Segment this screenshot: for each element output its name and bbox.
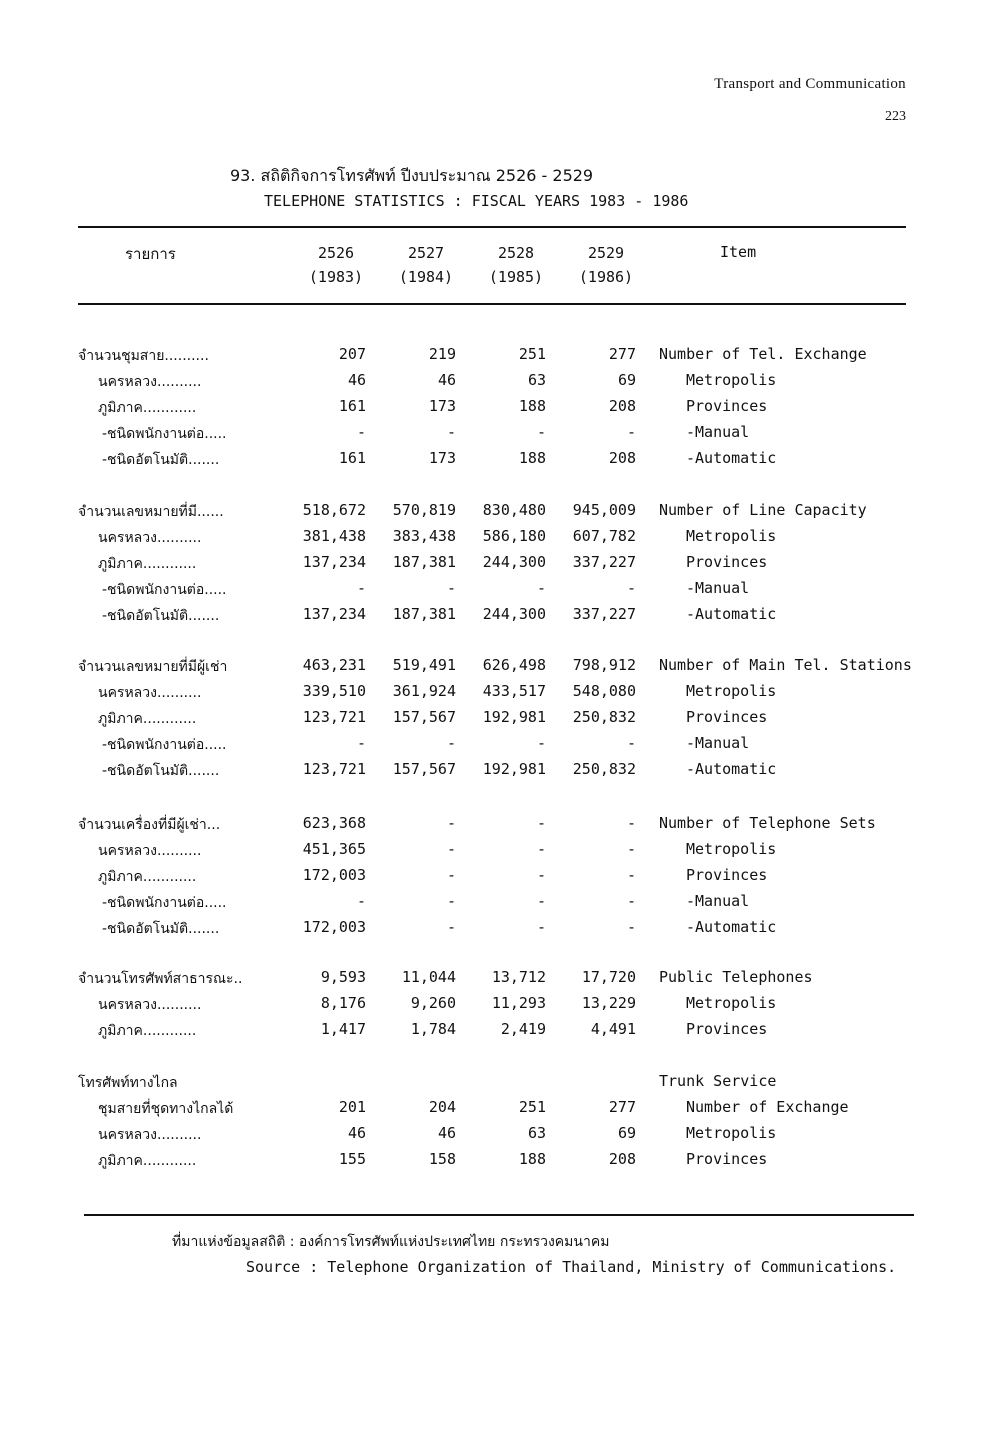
row-label-thai: จำนวนเครื่องที่มีผู้เช่า... — [78, 817, 221, 833]
header-item: Item — [720, 243, 757, 261]
cell-value-2: 9,260 — [410, 994, 456, 1012]
table-row — [0, 994, 990, 1020]
cell-value-3: 586,180 — [482, 527, 546, 545]
row-label-thai: -ชนิดพนักงานต่อ..... — [102, 426, 227, 442]
source-thai: ที่มาแห่งข้อมูลสถิติ : องค์การโทรศัพท์แห่งประเทศไทย กระทรวงคมนาคม — [172, 1234, 610, 1250]
cell-value-3: - — [536, 840, 546, 858]
row-label-thai: -ชนิดพนักงานต่อ..... — [102, 895, 227, 911]
row-label-english: Number of Line Capacity — [659, 501, 867, 519]
row-label-thai: จำนวนชุมสาย.......... — [78, 348, 209, 364]
cell-value-3: - — [536, 866, 546, 884]
row-label-english: Metropolis — [686, 994, 777, 1012]
cell-value-2: 219 — [428, 345, 456, 363]
cell-value-3: 188 — [518, 1150, 546, 1168]
cell-value-2: 158 — [428, 1150, 456, 1168]
row-label-english: -Manual — [686, 734, 750, 752]
cell-value-1: 137,234 — [302, 553, 366, 571]
header-year-4 — [566, 241, 646, 289]
row-label-thai: -ชนิดอัตโนมัติ....... — [102, 452, 220, 468]
cell-value-1: - — [356, 423, 366, 441]
cell-value-1: 123,721 — [302, 708, 366, 726]
table-row — [0, 345, 990, 371]
cell-value-2: 11,044 — [401, 968, 456, 986]
cell-value-1: 155 — [338, 1150, 366, 1168]
cell-value-4: 17,720 — [581, 968, 636, 986]
cell-value-2: - — [446, 579, 456, 597]
cell-value-2: 570,819 — [392, 501, 456, 519]
cell-value-1: 172,003 — [302, 918, 366, 936]
cell-value-2: 46 — [437, 371, 456, 389]
cell-value-1: 8,176 — [320, 994, 366, 1012]
row-label-thai: จำนวนเลขหมายที่มีผู้เช่า — [78, 659, 228, 675]
table-row — [0, 605, 990, 631]
cell-value-4: - — [626, 734, 636, 752]
row-label-english: Metropolis — [686, 371, 777, 389]
header-year-ce: (1983) — [308, 268, 364, 286]
row-label-thai: -ชนิดอัตโนมัติ....... — [102, 921, 220, 937]
table-row — [0, 708, 990, 734]
row-label-thai: นครหลวง.......... — [98, 843, 202, 859]
row-label-english: Provinces — [686, 1020, 768, 1038]
cell-value-2: 204 — [428, 1098, 456, 1116]
row-label-english: Provinces — [686, 397, 768, 415]
table-row — [0, 840, 990, 866]
cell-value-4: - — [626, 840, 636, 858]
cell-value-2: - — [446, 918, 456, 936]
cell-value-4: - — [626, 866, 636, 884]
cell-value-2: 173 — [428, 449, 456, 467]
table-row — [0, 397, 990, 423]
cell-value-4: 798,912 — [572, 656, 636, 674]
cell-value-4: - — [626, 892, 636, 910]
row-label-thai: นครหลวง.......... — [98, 1127, 202, 1143]
top-rule — [78, 226, 906, 228]
cell-value-1: 161 — [338, 449, 366, 467]
cell-value-3: 626,498 — [482, 656, 546, 674]
cell-value-4: 945,009 — [572, 501, 636, 519]
cell-value-3: - — [536, 814, 546, 832]
cell-value-1: 207 — [338, 345, 366, 363]
cell-value-2: - — [446, 814, 456, 832]
table-row — [0, 1150, 990, 1176]
cell-value-1: 623,368 — [302, 814, 366, 832]
row-label-english: Number of Telephone Sets — [659, 814, 876, 832]
cell-value-1: 123,721 — [302, 760, 366, 778]
cell-value-1: 463,231 — [302, 656, 366, 674]
cell-value-1: - — [356, 892, 366, 910]
row-label-thai: ชุมสายที่ชุดทางไกลได้ — [98, 1101, 234, 1117]
table-row — [0, 760, 990, 786]
cell-value-3: 11,293 — [491, 994, 546, 1012]
header-year-be: 2528 — [497, 244, 535, 262]
cell-value-4: 277 — [608, 1098, 636, 1116]
table-row — [0, 423, 990, 449]
table-row — [0, 1072, 990, 1098]
cell-value-3: - — [536, 423, 546, 441]
cell-value-4: 250,832 — [572, 708, 636, 726]
row-label-english: Number of Main Tel. Stations — [659, 656, 912, 674]
row-label-thai: นครหลวง.......... — [98, 997, 202, 1013]
row-label-thai: -ชนิดอัตโนมัติ....... — [102, 608, 220, 624]
row-label-english: Metropolis — [686, 527, 777, 545]
row-label-english: -Manual — [686, 579, 750, 597]
cell-value-4: 607,782 — [572, 527, 636, 545]
row-label-english: -Automatic — [686, 449, 777, 467]
table-row — [0, 814, 990, 840]
table-row — [0, 449, 990, 475]
row-label-thai: -ชนิดพนักงานต่อ..... — [102, 582, 227, 598]
cell-value-3: 251 — [518, 1098, 546, 1116]
header-year-1 — [296, 241, 376, 289]
header-year-2 — [386, 241, 466, 289]
row-label-thai: นครหลวง.......... — [98, 685, 202, 701]
cell-value-4: 277 — [608, 345, 636, 363]
cell-value-3: - — [536, 579, 546, 597]
row-label-english: Provinces — [686, 553, 768, 571]
table-row — [0, 968, 990, 994]
cell-value-3: - — [536, 892, 546, 910]
cell-value-2: 187,381 — [392, 553, 456, 571]
cell-value-3: 63 — [527, 1124, 546, 1142]
cell-value-4: - — [626, 579, 636, 597]
cell-value-4: 4,491 — [590, 1020, 636, 1038]
cell-value-4: 208 — [608, 1150, 636, 1168]
table-row — [0, 501, 990, 527]
cell-value-4: 548,080 — [572, 682, 636, 700]
cell-value-4: 13,229 — [581, 994, 636, 1012]
cell-value-3: - — [536, 918, 546, 936]
row-label-thai: ภูมิภาค............ — [98, 869, 197, 885]
row-label-thai: นครหลวง.......... — [98, 374, 202, 390]
cell-value-2: - — [446, 840, 456, 858]
bottom-rule — [84, 1214, 914, 1216]
cell-value-1: 518,672 — [302, 501, 366, 519]
table-title-thai — [230, 164, 593, 189]
row-label-english: Trunk Service — [659, 1072, 777, 1090]
row-label-english: -Automatic — [686, 605, 777, 623]
cell-value-1: 381,438 — [302, 527, 366, 545]
cell-value-1: - — [356, 734, 366, 752]
cell-value-1: 172,003 — [302, 866, 366, 884]
row-label-thai: -ชนิดอัตโนมัติ....... — [102, 763, 220, 779]
cell-value-2: 383,438 — [392, 527, 456, 545]
row-label-english: Number of Tel. Exchange — [659, 345, 867, 363]
cell-value-3: 433,517 — [482, 682, 546, 700]
cell-value-3: 251 — [518, 345, 546, 363]
row-label-thai: ภูมิภาค............ — [98, 556, 197, 572]
cell-value-3: 2,419 — [500, 1020, 546, 1038]
row-label-thai: ภูมิภาค............ — [98, 711, 197, 727]
cell-value-4: 69 — [617, 371, 636, 389]
cell-value-2: 173 — [428, 397, 456, 415]
cell-value-3: 830,480 — [482, 501, 546, 519]
row-label-english: -Automatic — [686, 760, 777, 778]
cell-value-1: 161 — [338, 397, 366, 415]
title-thai-text: สถิติกิจการโทรศัพท์ ปีงบประมาณ 2526 - 2529 — [260, 166, 594, 185]
row-label-thai: ภูมิภาค............ — [98, 400, 197, 416]
cell-value-2: 519,491 — [392, 656, 456, 674]
cell-value-3: 188 — [518, 449, 546, 467]
running-head: Transport and Communication — [714, 76, 906, 92]
header-rule — [78, 303, 906, 305]
table-title-english: TELEPHONE STATISTICS : FISCAL YEARS 1983 - 1986 — [264, 192, 689, 210]
table-row — [0, 892, 990, 918]
cell-value-3: - — [536, 734, 546, 752]
row-label-thai: ภูมิภาค............ — [98, 1023, 197, 1039]
table-row — [0, 1020, 990, 1046]
cell-value-3: 188 — [518, 397, 546, 415]
table-row — [0, 656, 990, 682]
page-number: 223 — [885, 109, 906, 124]
cell-value-2: - — [446, 423, 456, 441]
cell-value-3: 192,981 — [482, 760, 546, 778]
row-label-english: Number of Exchange — [686, 1098, 849, 1116]
header-year-3 — [476, 241, 556, 289]
row-label-english: Metropolis — [686, 1124, 777, 1142]
table-row — [0, 1124, 990, 1150]
row-label-english: Public Telephones — [659, 968, 813, 986]
cell-value-3: 192,981 — [482, 708, 546, 726]
cell-value-3: 244,300 — [482, 553, 546, 571]
cell-value-1: - — [356, 579, 366, 597]
header-year-be: 2526 — [317, 244, 355, 262]
cell-value-2: 361,924 — [392, 682, 456, 700]
cell-value-3: 244,300 — [482, 605, 546, 623]
cell-value-4: - — [626, 423, 636, 441]
header-year-ce: (1985) — [488, 268, 544, 286]
table-row — [0, 579, 990, 605]
cell-value-1: 1,417 — [320, 1020, 366, 1038]
cell-value-3: 63 — [527, 371, 546, 389]
cell-value-4: 208 — [608, 449, 636, 467]
cell-value-1: 451,365 — [302, 840, 366, 858]
cell-value-3: 13,712 — [491, 968, 546, 986]
cell-value-4: 69 — [617, 1124, 636, 1142]
cell-value-4: 337,227 — [572, 553, 636, 571]
table-row — [0, 866, 990, 892]
header-year-be: 2527 — [407, 244, 445, 262]
cell-value-2: 187,381 — [392, 605, 456, 623]
row-label-thai: โทรศัพท์ทางไกล — [78, 1075, 178, 1091]
header-thai-item: รายการ — [125, 245, 176, 263]
row-label-english: -Manual — [686, 423, 750, 441]
row-label-thai: จำนวนโทรศัพท์สาธารณะ.. — [78, 971, 243, 987]
table-row — [0, 734, 990, 760]
row-label-english: Metropolis — [686, 840, 777, 858]
row-label-thai: ภูมิภาค............ — [98, 1153, 197, 1169]
row-label-english: -Manual — [686, 892, 750, 910]
header-year-ce: (1984) — [398, 268, 454, 286]
table-number: 93. — [230, 166, 256, 185]
row-label-english: Provinces — [686, 866, 768, 884]
table-row — [0, 553, 990, 579]
cell-value-1: 46 — [347, 371, 366, 389]
row-label-thai: นครหลวง.......... — [98, 530, 202, 546]
table-row — [0, 1098, 990, 1124]
cell-value-2: 157,567 — [392, 760, 456, 778]
cell-value-1: 339,510 — [302, 682, 366, 700]
row-label-english: Provinces — [686, 708, 768, 726]
cell-value-4: - — [626, 814, 636, 832]
row-label-thai: จำนวนเลขหมายที่มี...... — [78, 504, 224, 520]
header-year-ce: (1986) — [578, 268, 634, 286]
cell-value-4: 337,227 — [572, 605, 636, 623]
table-row — [0, 682, 990, 708]
cell-value-2: - — [446, 734, 456, 752]
row-label-english: Metropolis — [686, 682, 777, 700]
row-label-thai: -ชนิดพนักงานต่อ..... — [102, 737, 227, 753]
cell-value-1: 46 — [347, 1124, 366, 1142]
table-row — [0, 918, 990, 944]
cell-value-4: 208 — [608, 397, 636, 415]
table-row — [0, 371, 990, 397]
source-english: Source : Telephone Organization of Thailand, Ministry of Communications. — [246, 1258, 897, 1276]
cell-value-4: - — [626, 918, 636, 936]
table-row — [0, 527, 990, 553]
header-year-be: 2529 — [587, 244, 625, 262]
cell-value-4: 250,832 — [572, 760, 636, 778]
row-label-english: -Automatic — [686, 918, 777, 936]
cell-value-1: 201 — [338, 1098, 366, 1116]
cell-value-1: 9,593 — [320, 968, 366, 986]
cell-value-2: - — [446, 866, 456, 884]
cell-value-1: 137,234 — [302, 605, 366, 623]
cell-value-2: 46 — [437, 1124, 456, 1142]
cell-value-2: 157,567 — [392, 708, 456, 726]
row-label-english: Provinces — [686, 1150, 768, 1168]
cell-value-2: - — [446, 892, 456, 910]
cell-value-2: 1,784 — [410, 1020, 456, 1038]
